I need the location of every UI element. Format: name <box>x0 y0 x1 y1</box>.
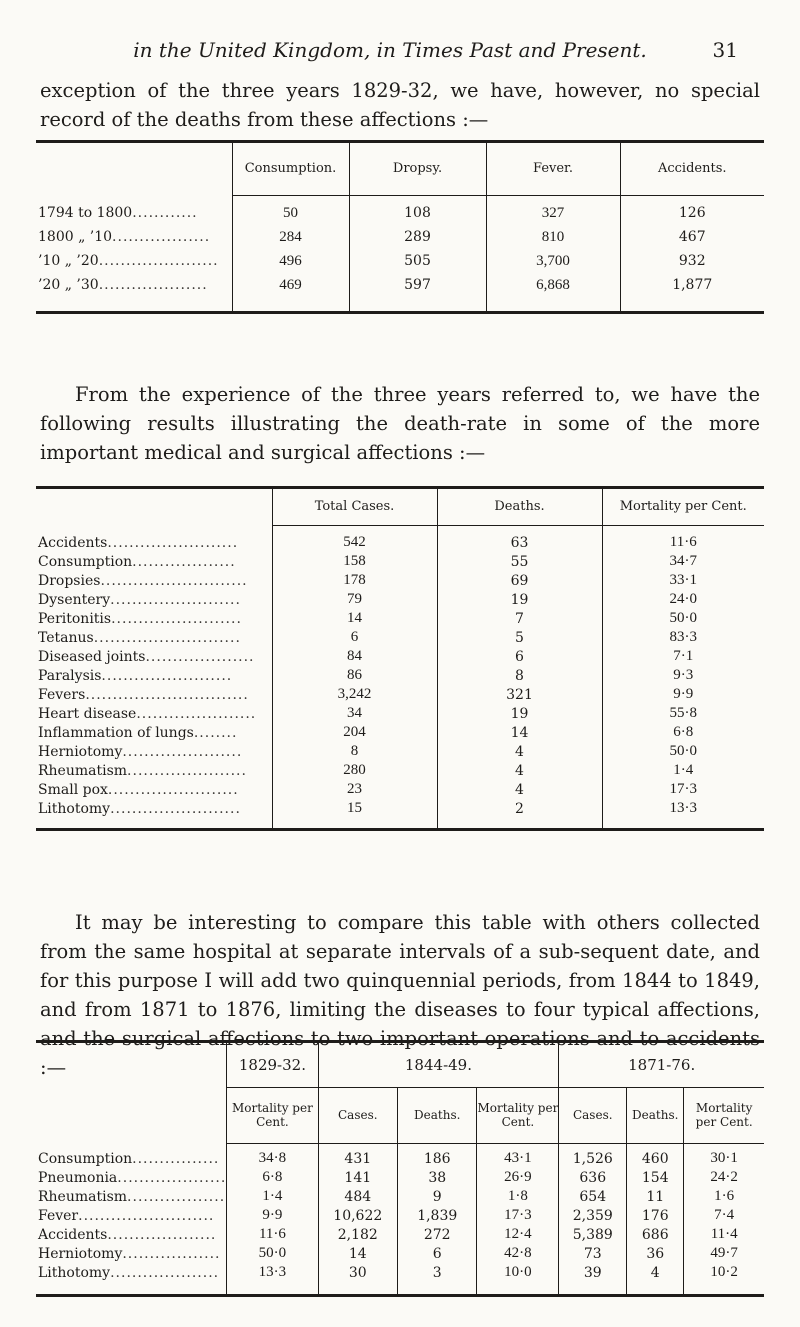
subheader-mortality: Mortality per Cent. <box>227 1087 318 1143</box>
cell-mortality-1829: 9·9 <box>227 1206 318 1225</box>
cell-mortality: 1·4 <box>602 761 764 780</box>
row-label: Dysentery <box>38 591 111 608</box>
row-label: Lithotomy <box>38 1264 111 1281</box>
cell-mortality-1844: 1·8 <box>477 1187 559 1206</box>
cell-mortality-1871: 30·1 <box>684 1149 764 1168</box>
table-row: Small pox........................ 23 4 17·3 <box>36 780 764 799</box>
cell-deaths: 19 <box>437 590 602 609</box>
cell-total-cases: 15 <box>272 799 437 818</box>
table-row: 1794 to 1800............ 50 108 327 126 <box>36 201 764 225</box>
cell-mortality: 9·9 <box>602 685 764 704</box>
cell: 467 <box>620 225 764 249</box>
period-header-1829: 1829-32. <box>227 1042 318 1088</box>
row-label: Tetanus <box>38 629 94 646</box>
subheader-mortality: Mortality per Cent. <box>477 1087 559 1143</box>
cell-cases-1871: 2,359 <box>559 1206 627 1225</box>
period-header-1871: 1871-76. <box>559 1042 764 1088</box>
cell: 810 <box>486 225 620 249</box>
table-row: Accidents........................ 542 63 11·6 <box>36 533 764 552</box>
period-header-1844: 1844-49. <box>318 1042 559 1088</box>
comparison-paragraph: It may be interesting to compare this table with others collected from the same hospital at separate intervals of a sub-sequent date, and for this purpose I will add two quinquennial periods, from 1844 to 1849, and from 1871 to 1876, limiting the diseases to four typical affections, and the surgical affections to two important operations and to accidents :— <box>40 911 760 1079</box>
table-row: Dropsies........................... 178 69 33·1 <box>36 571 764 590</box>
cell-mortality-1871: 10·2 <box>684 1263 764 1282</box>
cell: 932 <box>620 249 764 273</box>
table-row: Herniotomy.................. 50·0 14 6 42·8 73 36 49·7 <box>36 1244 764 1263</box>
table-row: Diseased joints.................... 84 6 7·1 <box>36 647 764 666</box>
cell-cases-1871: 654 <box>559 1187 627 1206</box>
cell-mortality-1844: 10·0 <box>477 1263 559 1282</box>
subheader-cases: Cases. <box>318 1087 398 1143</box>
cell-mortality-1829: 6·8 <box>227 1168 318 1187</box>
row-label: Small pox <box>38 781 108 798</box>
table-deaths-by-period <box>36 140 764 314</box>
row-label: Fever <box>38 1207 79 1224</box>
row-label: Accidents <box>38 534 108 551</box>
row-label: Rheumatism <box>38 762 128 779</box>
table-row: Consumption................ 34·8 431 186 43·1 1,526 460 30·1 <box>36 1149 764 1168</box>
row-label: 1794 to 1800 <box>38 205 133 221</box>
cell: 469 <box>232 273 349 297</box>
cell-mortality-1871: 49·7 <box>684 1244 764 1263</box>
cell-deaths-1871: 11 <box>627 1187 684 1206</box>
cell-deaths-1871: 4 <box>627 1263 684 1282</box>
row-label: Dropsies <box>38 572 101 589</box>
cell-mortality-1829: 34·8 <box>227 1149 318 1168</box>
cell: 284 <box>232 225 349 249</box>
row-label: Consumption <box>38 553 133 570</box>
cell-mortality: 11·6 <box>602 533 764 552</box>
row-label: Pneumonia <box>38 1169 118 1186</box>
col-header-consumption: Consumption. <box>232 142 349 196</box>
cell-mortality-1844: 26·9 <box>477 1168 559 1187</box>
cell-total-cases: 34 <box>272 704 437 723</box>
col-header-accidents: Accidents. <box>620 142 764 196</box>
cell-deaths-1844: 186 <box>398 1149 477 1168</box>
running-header <box>0 38 800 62</box>
cell-total-cases: 8 <box>272 742 437 761</box>
cell-mortality-1829: 1·4 <box>227 1187 318 1206</box>
cell-cases-1844: 10,622 <box>318 1206 398 1225</box>
cell-total-cases: 280 <box>272 761 437 780</box>
cell-deaths: 8 <box>437 666 602 685</box>
table-row: Fevers.............................. 3,242 321 9·9 <box>36 685 764 704</box>
cell: 505 <box>349 249 486 273</box>
cell-total-cases: 86 <box>272 666 437 685</box>
table-row: Tetanus........................... 6 5 83·3 <box>36 628 764 647</box>
row-label: Herniotomy <box>38 743 123 760</box>
row-label: Rheumatism <box>38 1188 128 1205</box>
cell: 50 <box>232 201 349 225</box>
cell: 327 <box>486 201 620 225</box>
table-header-row <box>36 142 764 196</box>
cell-cases-1844: 2,182 <box>318 1225 398 1244</box>
subheader-deaths: Deaths. <box>627 1087 684 1143</box>
cell-mortality: 17·3 <box>602 780 764 799</box>
row-label: Diseased joints <box>38 648 146 665</box>
col-header-total-cases: Total Cases. <box>272 488 437 526</box>
cell-cases-1871: 73 <box>559 1244 627 1263</box>
cell: 126 <box>620 201 764 225</box>
cell-mortality: 83·3 <box>602 628 764 647</box>
table-row: Fever......................... 9·9 10,622 1,839 17·3 2,359 176 7·4 <box>36 1206 764 1225</box>
running-title: in the United Kingdom, in Times Past and Present. <box>133 38 647 62</box>
row-label: Accidents <box>38 1226 108 1243</box>
cell-deaths-1844: 6 <box>398 1244 477 1263</box>
cell-total-cases: 79 <box>272 590 437 609</box>
cell-deaths-1871: 686 <box>627 1225 684 1244</box>
cell-mortality-1871: 24·2 <box>684 1168 764 1187</box>
cell-mortality-1829: 50·0 <box>227 1244 318 1263</box>
table-row: 1800 „ ’10.................. 284 289 810 467 <box>36 225 764 249</box>
cell-mortality: 24·0 <box>602 590 764 609</box>
cell-mortality: 55·8 <box>602 704 764 723</box>
table-row: Lithotomy.................... 13·3 30 3 10·0 39 4 10·2 <box>36 1263 764 1282</box>
cell-deaths: 55 <box>437 552 602 571</box>
cell: 597 <box>349 273 486 297</box>
cell-deaths: 19 <box>437 704 602 723</box>
cell-deaths-1844: 38 <box>398 1168 477 1187</box>
intro-paragraph: exception of the three years 1829-32, we have, however, no special record of the deaths from these affections :— <box>40 79 760 131</box>
row-label: Heart disease <box>38 705 137 722</box>
col-header-mortality: Mortality per Cent. <box>602 488 764 526</box>
cell-deaths-1871: 460 <box>627 1149 684 1168</box>
page-number: 31 <box>712 38 738 62</box>
cell-mortality: 6·8 <box>602 723 764 742</box>
table-row: Heart disease...................... 34 19 55·8 <box>36 704 764 723</box>
cell-cases-1871: 39 <box>559 1263 627 1282</box>
cell-cases-1844: 30 <box>318 1263 398 1282</box>
cell: 289 <box>349 225 486 249</box>
col-header-deaths: Deaths. <box>437 488 602 526</box>
subheader-deaths: Deaths. <box>398 1087 477 1143</box>
row-label: Herniotomy <box>38 1245 123 1262</box>
subheader-cases: Cases. <box>559 1087 627 1143</box>
cell-cases-1844: 484 <box>318 1187 398 1206</box>
subheader-mortality: Mortality per Cent. <box>684 1087 764 1143</box>
cell-mortality-1844: 12·4 <box>477 1225 559 1244</box>
table-row: ’20 „ ’30.................... 469 597 6,868 1,877 <box>36 273 764 297</box>
row-label: ’20 „ ’30 <box>38 277 99 293</box>
cell-deaths: 6 <box>437 647 602 666</box>
row-label: Inflammation of lungs <box>38 724 194 741</box>
table-row: Rheumatism.................. 1·4 484 9 1·8 654 11 1·6 <box>36 1187 764 1206</box>
table-row: Inflammation of lungs........ 204 14 6·8 <box>36 723 764 742</box>
cell-deaths: 4 <box>437 780 602 799</box>
cell-deaths: 321 <box>437 685 602 704</box>
row-label: Paralysis <box>38 667 102 684</box>
cell-mortality-1871: 11·4 <box>684 1225 764 1244</box>
table-death-rate <box>36 486 764 831</box>
cell-total-cases: 3,242 <box>272 685 437 704</box>
cell-deaths: 63 <box>437 533 602 552</box>
table-row: Lithotomy........................ 15 2 13·3 <box>36 799 764 818</box>
cell-deaths: 14 <box>437 723 602 742</box>
cell-deaths-1871: 36 <box>627 1244 684 1263</box>
cell-deaths-1844: 3 <box>398 1263 477 1282</box>
cell-deaths-1844: 1,839 <box>398 1206 477 1225</box>
row-label: Fevers <box>38 686 86 703</box>
cell-deaths-1871: 154 <box>627 1168 684 1187</box>
cell-cases-1844: 141 <box>318 1168 398 1187</box>
cell: 1,877 <box>620 273 764 297</box>
table-row: Paralysis........................ 86 8 9·3 <box>36 666 764 685</box>
cell-deaths: 5 <box>437 628 602 647</box>
table-header-row <box>36 488 764 526</box>
cell-deaths-1844: 9 <box>398 1187 477 1206</box>
cell: 3,700 <box>486 249 620 273</box>
cell-total-cases: 14 <box>272 609 437 628</box>
cell-mortality-1844: 42·8 <box>477 1244 559 1263</box>
cell-total-cases: 23 <box>272 780 437 799</box>
row-label: Lithotomy <box>38 800 111 817</box>
cell-deaths-1871: 176 <box>627 1206 684 1225</box>
cell-cases-1871: 1,526 <box>559 1149 627 1168</box>
cell-cases-1844: 14 <box>318 1244 398 1263</box>
cell-deaths: 69 <box>437 571 602 590</box>
cell-mortality: 34·7 <box>602 552 764 571</box>
cell-total-cases: 6 <box>272 628 437 647</box>
cell-cases-1871: 5,389 <box>559 1225 627 1244</box>
cell-mortality-1871: 7·4 <box>684 1206 764 1225</box>
cell-total-cases: 542 <box>272 533 437 552</box>
cell: 108 <box>349 201 486 225</box>
cell-deaths: 2 <box>437 799 602 818</box>
cell-mortality: 33·1 <box>602 571 764 590</box>
cell-mortality: 7·1 <box>602 647 764 666</box>
cell-cases-1871: 636 <box>559 1168 627 1187</box>
col-header-dropsy: Dropsy. <box>349 142 486 196</box>
period-header-row <box>36 1042 764 1088</box>
col-header-fever: Fever. <box>486 142 620 196</box>
cell-mortality: 50·0 <box>602 742 764 761</box>
cell: 6,868 <box>486 273 620 297</box>
cell-total-cases: 84 <box>272 647 437 666</box>
cell-mortality: 50·0 <box>602 609 764 628</box>
table-row: Herniotomy...................... 8 4 50·0 <box>36 742 764 761</box>
cell-mortality-1871: 1·6 <box>684 1187 764 1206</box>
cell-deaths: 4 <box>437 761 602 780</box>
cell-mortality: 13·3 <box>602 799 764 818</box>
table-row: Rheumatism...................... 280 4 1·4 <box>36 761 764 780</box>
table-row: Consumption................... 158 55 34·7 <box>36 552 764 571</box>
row-label: Peritonitis <box>38 610 112 627</box>
row-label: Consumption <box>38 1150 133 1167</box>
subheader-row <box>36 1087 764 1143</box>
cell-mortality-1829: 11·6 <box>227 1225 318 1244</box>
row-label: ’10 „ ’20 <box>38 253 99 269</box>
results-paragraph: From the experience of the three years referred to, we have the following results illustrating the death-rate in some of the more important medical and surgical affections :— <box>40 383 760 464</box>
table-row: Peritonitis........................ 14 7 50·0 <box>36 609 764 628</box>
cell-total-cases: 204 <box>272 723 437 742</box>
cell-total-cases: 178 <box>272 571 437 590</box>
cell-total-cases: 158 <box>272 552 437 571</box>
cell-mortality-1844: 17·3 <box>477 1206 559 1225</box>
cell-mortality-1829: 13·3 <box>227 1263 318 1282</box>
cell-deaths-1844: 272 <box>398 1225 477 1244</box>
table-row: Dysentery........................ 79 19 24·0 <box>36 590 764 609</box>
cell-mortality-1844: 43·1 <box>477 1149 559 1168</box>
cell: 496 <box>232 249 349 273</box>
cell-deaths: 7 <box>437 609 602 628</box>
cell-deaths: 4 <box>437 742 602 761</box>
table-row: Accidents.................... 11·6 2,182 272 12·4 5,389 686 11·4 <box>36 1225 764 1244</box>
cell-mortality: 9·3 <box>602 666 764 685</box>
cell-cases-1844: 431 <box>318 1149 398 1168</box>
table-row: Pneumonia.................... 6·8 141 38 26·9 636 154 24·2 <box>36 1168 764 1187</box>
row-label: 1800 „ ’10 <box>38 229 113 245</box>
table-row: ’10 „ ’20...................... 496 505 3,700 932 <box>36 249 764 273</box>
table-period-comparison <box>36 1040 764 1297</box>
